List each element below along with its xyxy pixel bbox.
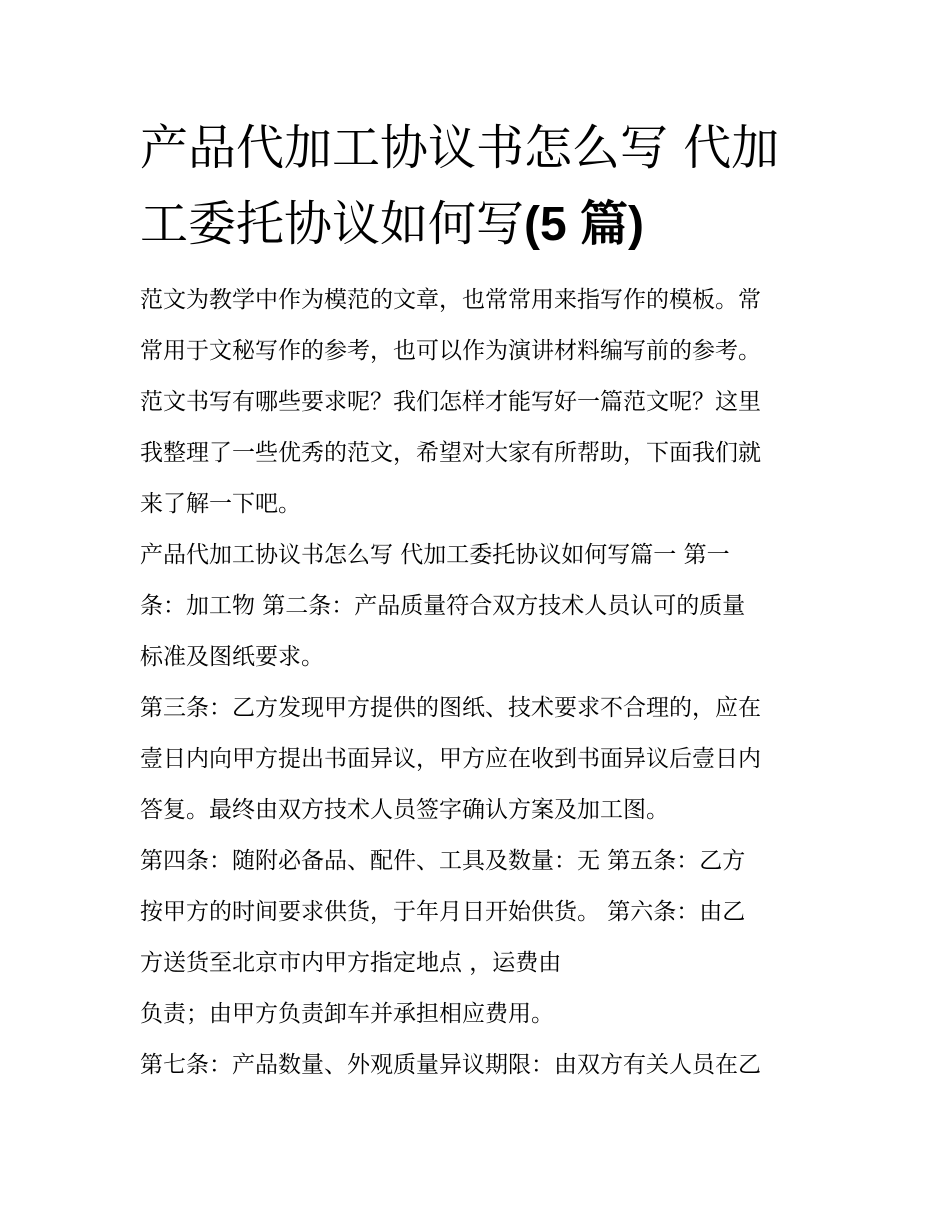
document-body — [140, 275, 840, 1091]
text-line: 第四条：随附必备品、配件、工具及数量：无 第五条：乙方 — [140, 848, 746, 874]
text-line: 标准及图纸要求。 — [140, 644, 324, 670]
text-line: 方送货至北京市内甲方指定地点 ，运费由 — [140, 950, 562, 976]
title-line-2-suffix: (5 篇) — [524, 198, 645, 251]
paragraph-intro — [140, 275, 840, 530]
paragraph-article-4-6 — [140, 836, 840, 989]
title-line-2 — [140, 186, 830, 262]
text-line: 第七条：产品数量、外观质量异议期限：由双方有关人员在乙 — [140, 1052, 761, 1078]
text-line: 常用于文秘写作的参考，也可以作为演讲材料编写前的参考。 — [140, 338, 761, 364]
text-line: 条：加工物 第二条：产品质量符合双方技术人员认可的质量 — [140, 593, 746, 619]
paragraph-unloading — [140, 989, 840, 1040]
text-line: 第三条：乙方发现甲方提供的图纸、技术要求不合理的，应在 — [140, 695, 761, 721]
paragraph-article-7 — [140, 1040, 840, 1091]
text-line: 负责；由甲方负责卸车并承担相应费用。 — [140, 1001, 554, 1027]
text-line: 我整理了一些优秀的范文，希望对大家有所帮助，下面我们就 — [140, 440, 761, 466]
text-line: 壹日内向甲方提出书面异议，甲方应在收到书面异议后壹日内 — [140, 746, 761, 772]
paragraph-article-3 — [140, 683, 840, 836]
title-line-1: 产品代加工协议书怎么写 代加 — [140, 120, 780, 176]
title-line-2-main: 工委托协议如何写 — [140, 196, 525, 252]
text-line: 答复。最终由双方技术人员签字确认方案及加工图。 — [140, 797, 669, 823]
paragraph-article-1-2 — [140, 530, 840, 683]
text-line: 按甲方的时间要求供货，于年月日开始供货。 第六条：由乙 — [140, 899, 746, 925]
text-line: 来了解一下吧。 — [140, 491, 301, 517]
text-line: 范文书写有哪些要求呢？我们怎样才能写好一篇范文呢？这里 — [140, 389, 761, 415]
document-title — [140, 110, 830, 262]
text-line: 范文为教学中作为模范的文章，也常常用来指写作的模板。常 — [140, 287, 761, 313]
text-line: 产品代加工协议书怎么写 代加工委托协议如何写篇一 第一 — [140, 542, 730, 568]
